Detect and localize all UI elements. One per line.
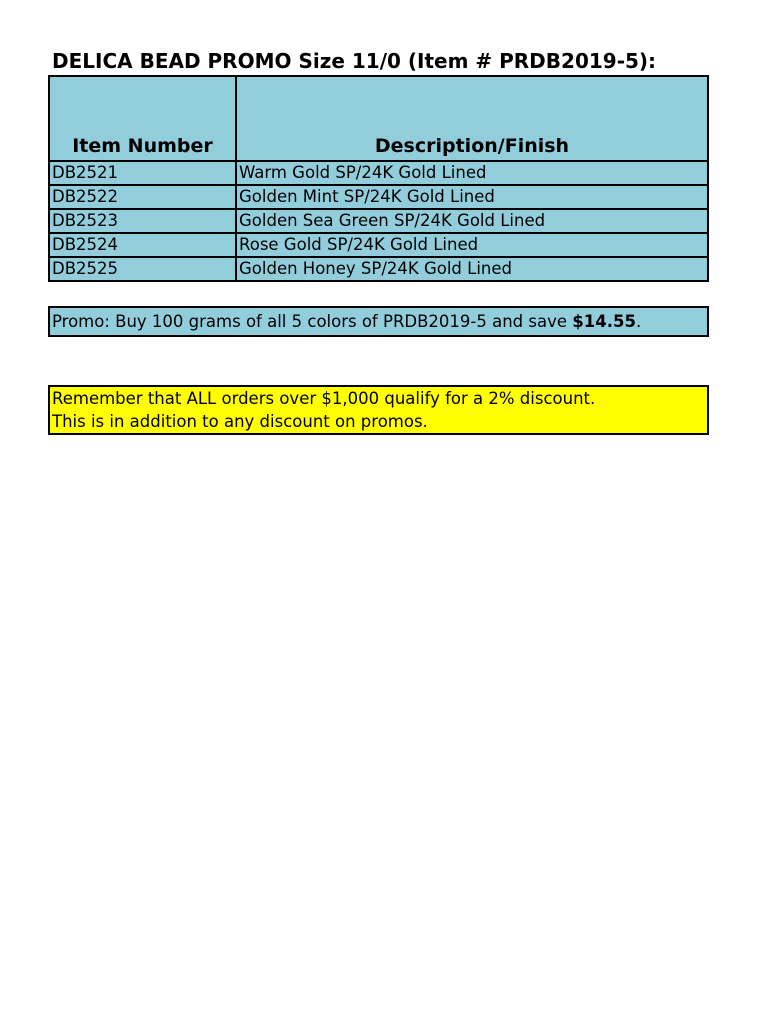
- table-row: [49, 185, 708, 209]
- table-row: [49, 209, 708, 233]
- item-number-cell: DB2524: [49, 233, 236, 257]
- description-cell: Golden Honey SP/24K Gold Lined: [236, 257, 708, 281]
- promo-suffix: .: [635, 312, 642, 331]
- item-number-cell: DB2525: [49, 257, 236, 281]
- promo-items-table: [48, 75, 709, 282]
- header-description-finish: Description/Finish: [236, 76, 708, 161]
- page-title: DELICA BEAD PROMO Size 11/0 (Item # PRDB2019-5):: [52, 49, 657, 73]
- discount-note-line-1: Remember that ALL orders over $1,000 qualify for a 2% discount.: [52, 389, 596, 408]
- table-row: [49, 161, 708, 185]
- description-cell: Golden Mint SP/24K Gold Lined: [236, 185, 708, 209]
- header-item-number: Item Number: [49, 76, 236, 161]
- description-cell: Golden Sea Green SP/24K Gold Lined: [236, 209, 708, 233]
- description-cell: Warm Gold SP/24K Gold Lined: [236, 161, 708, 185]
- promo-text: Promo: Buy 100 grams of all 5 colors of PRDB2019-5 and save: [52, 312, 573, 331]
- promo-banner: [48, 306, 709, 337]
- discount-note: [48, 385, 709, 435]
- item-number-cell: DB2521: [49, 161, 236, 185]
- table-row: [49, 257, 708, 281]
- promo-savings-amount: $14.55: [572, 312, 636, 331]
- discount-note-line-2: This is in addition to any discount on promos.: [52, 412, 428, 431]
- description-cell: Rose Gold SP/24K Gold Lined: [236, 233, 708, 257]
- table-row: [49, 233, 708, 257]
- table-header-row: [49, 76, 708, 161]
- item-number-cell: DB2523: [49, 209, 236, 233]
- item-number-cell: DB2522: [49, 185, 236, 209]
